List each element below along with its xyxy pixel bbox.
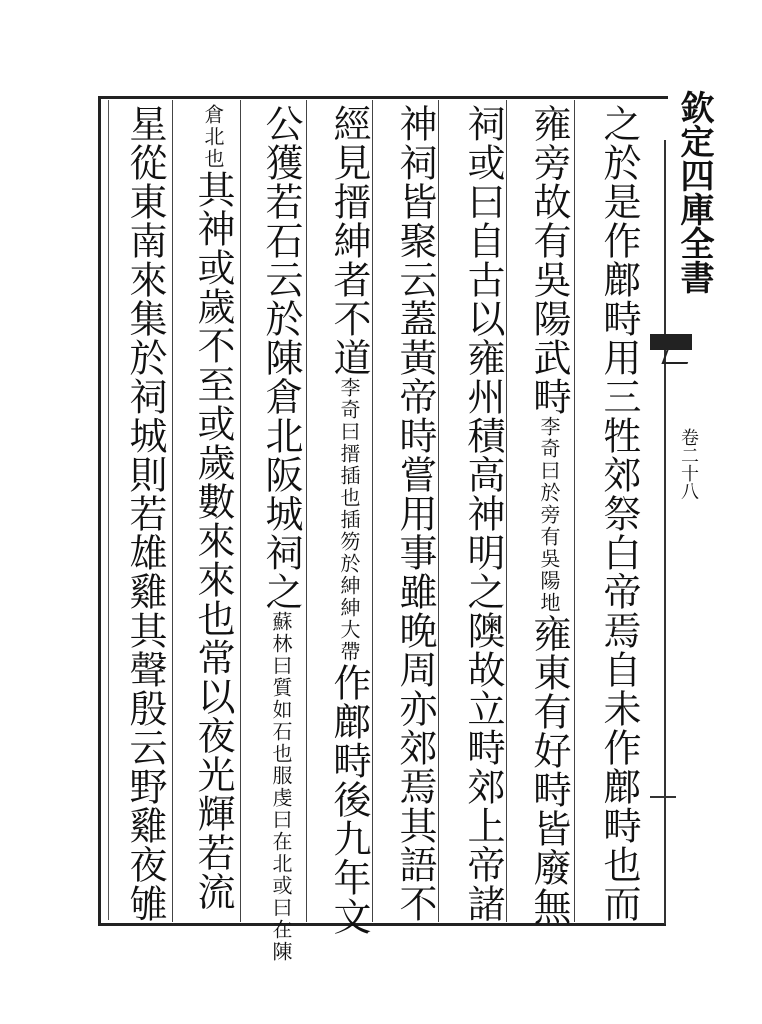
column-text: 之於是作鄜畤用三牲郊祭白帝焉自未作鄜畤也而 xyxy=(597,104,641,923)
column-rule xyxy=(306,100,307,922)
fishtail-notch xyxy=(661,350,692,364)
column-text: 公獲若石云於陳倉北阪城祠之 xyxy=(259,104,303,611)
text-column-5 xyxy=(326,104,372,936)
frame-right-border xyxy=(664,140,666,924)
frame-bottom-border xyxy=(98,923,666,926)
text-column-6 xyxy=(258,104,304,963)
column-text: 神祠皆聚云蓋黃帝時嘗用事雖晚周亦郊焉其語不 xyxy=(393,104,437,923)
text-column-7 xyxy=(190,104,236,919)
column-text: 經見搢紳者不道 xyxy=(327,104,371,377)
column-text-continued: 其神或歲不至或歲數來來也常以夜光輝若流 xyxy=(191,170,235,911)
text-column-4 xyxy=(392,104,438,923)
text-column-8 xyxy=(122,104,168,923)
frame-left-border xyxy=(98,96,101,926)
text-column-3 xyxy=(460,104,506,923)
annotation-note: 李奇曰搢插也插笏於紳紳大帶 xyxy=(337,377,361,663)
annotation-note: 蘇林曰質如石也服虔曰在北或曰在陳 xyxy=(269,611,293,963)
annotation-note: 李奇曰於旁有吳陽地 xyxy=(537,416,561,614)
annotation-note: 倉北也 xyxy=(201,104,225,170)
fishtail-mark xyxy=(650,334,692,350)
frame-top-border xyxy=(98,96,668,99)
column-rule xyxy=(172,100,173,922)
column-text: 祠或曰自古以雍州積高神明之隩故立畤郊上帝諸 xyxy=(461,104,505,923)
inner-left-rule xyxy=(108,100,109,920)
column-text: 星從東南來集於祠城則若雄雞其聲殷云野雞夜雊 xyxy=(123,104,167,923)
column-rule xyxy=(240,100,241,922)
column-rule xyxy=(438,100,439,922)
text-column-2 xyxy=(526,104,572,926)
volume-label: 卷二十八 xyxy=(678,428,699,500)
column-rule xyxy=(574,100,575,922)
column-text: 雍旁故有吳陽武畤 xyxy=(527,104,571,416)
text-column-1 xyxy=(596,104,642,923)
column-text-continued: 作鄜畤後九年文 xyxy=(327,663,371,936)
collection-title: 欽定四庫全書 xyxy=(674,90,714,294)
column-rule xyxy=(506,100,507,922)
column-text-continued: 雍東有好畤皆廢無 xyxy=(527,614,571,926)
column-rule xyxy=(372,100,373,922)
margin-tick xyxy=(650,796,676,798)
